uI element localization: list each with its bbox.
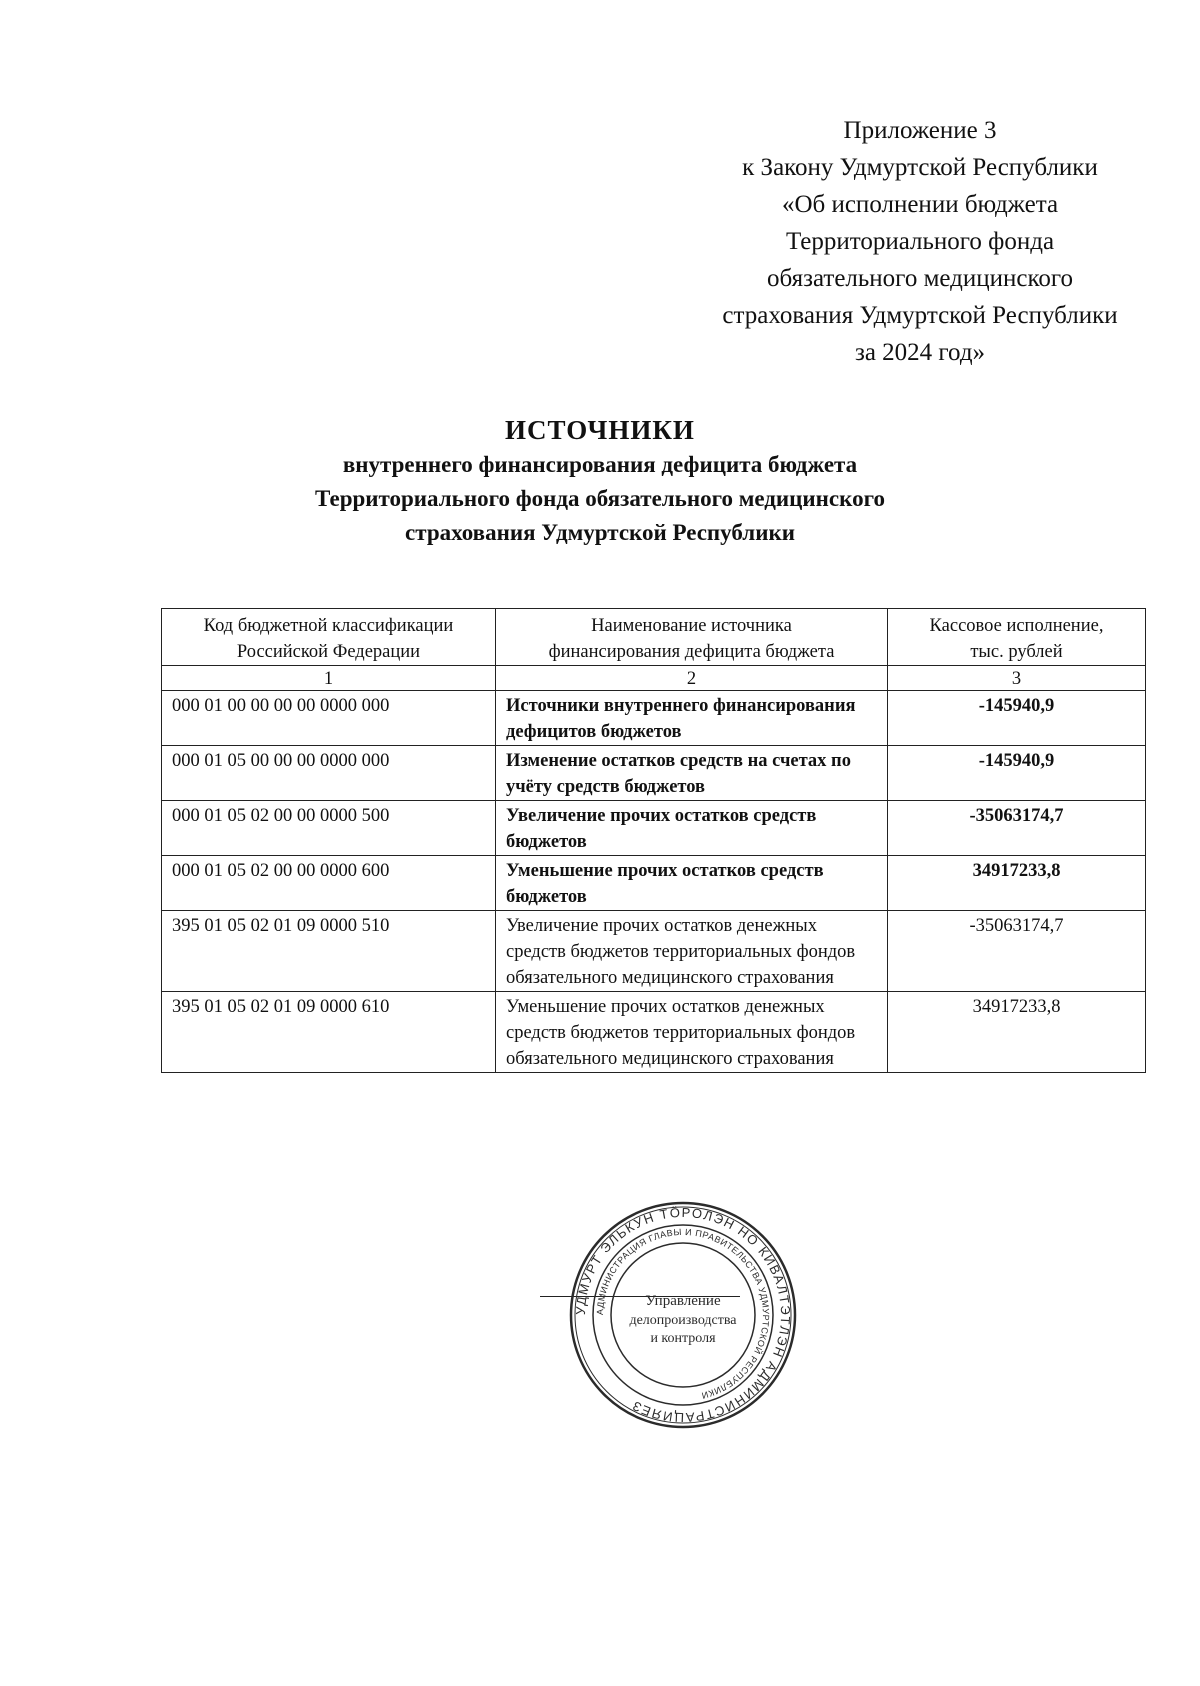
header-line: страхования Удмуртской Республики — [722, 302, 1118, 329]
document-title — [150, 412, 1050, 550]
table-row — [162, 746, 1146, 801]
row-code: 000 01 05 02 00 00 0000 600 — [162, 856, 496, 911]
row-sum: 34917233,8 — [888, 992, 1146, 1073]
header-name-line: финансирования дефицита бюджета — [548, 642, 835, 662]
row-name: Изменение остатков средств на счетах по учёту средств бюджетов — [496, 746, 888, 801]
header-name — [496, 609, 888, 666]
title-sub-line: внутреннего финансирования дефицита бюджета — [342, 452, 858, 477]
table-row — [162, 801, 1146, 856]
row-name: Уменьшение прочих остатков средств бюджетов — [496, 856, 888, 911]
row-name: Уменьшение прочих остатков денежных средств бюджетов территориальных фондов обязательного медицинского страхования — [496, 992, 888, 1073]
row-code: 395 01 05 02 01 09 0000 610 — [162, 992, 496, 1073]
table-row — [162, 691, 1146, 746]
row-code: 000 01 00 00 00 00 0000 000 — [162, 691, 496, 746]
header-line: обязательного медицинского — [766, 265, 1073, 292]
column-number: 1 — [162, 666, 496, 691]
appendix-header — [660, 112, 1180, 371]
title-sub-line: страхования Удмуртской Республики — [405, 520, 795, 545]
column-number: 2 — [496, 666, 888, 691]
seal-inner-textpath: АДМИНИСТРАЦИЯ ГЛАВЫ И ПРАВИТЕЛЬСТВА УДМУРТСКОЙ РЕСПУБЛИКИ — [594, 1226, 772, 1401]
header-sum — [888, 609, 1146, 666]
row-code: 395 01 05 02 01 09 0000 510 — [162, 911, 496, 992]
header-sum-line: Кассовое исполнение, — [929, 616, 1104, 636]
header-code-line: Российской Федерации — [236, 642, 421, 662]
budget-sources-table — [161, 608, 1146, 1073]
row-sum: 34917233,8 — [888, 856, 1146, 911]
header-name-line: Наименование источника — [591, 616, 792, 636]
header-line: «Об исполнении бюджета — [781, 191, 1059, 218]
table-row — [162, 992, 1146, 1073]
row-sum: -145940,9 — [888, 746, 1146, 801]
title-sub-line: Территориального фонда обязательного медицинского — [315, 486, 885, 511]
row-code: 000 01 05 02 00 00 0000 500 — [162, 801, 496, 856]
header-line: к Закону Удмуртской Республики — [742, 154, 1098, 181]
header-line: за 2024 год» — [854, 339, 986, 366]
column-number-row — [162, 666, 1146, 691]
row-name: Увеличение прочих остатков средств бюджетов — [496, 801, 888, 856]
header-line: Приложение 3 — [843, 117, 997, 144]
row-sum: -145940,9 — [888, 691, 1146, 746]
row-sum: -35063174,7 — [888, 911, 1146, 992]
table-header-row — [162, 609, 1146, 666]
table-row — [162, 911, 1146, 992]
table-row — [162, 856, 1146, 911]
row-code: 000 01 05 00 00 00 0000 000 — [162, 746, 496, 801]
seal-center-line: делопроизводства — [629, 1313, 737, 1328]
row-name: Источники внутреннего финансирования дефицитов бюджетов — [496, 691, 888, 746]
official-seal — [568, 1200, 798, 1430]
seal-outer-textpath: УДМУРТ ЭЛЬКУН ТӦРОЛЭН НО КИВАЛТЭТЛЭН АДМИНИСТРАЦИЯЕЗ — [572, 1204, 794, 1426]
header-sum-line: тыс. рублей — [970, 642, 1063, 662]
seal-center-line: Управление — [645, 1293, 721, 1309]
header-line: Территориального фонда — [785, 228, 1055, 255]
row-name: Увеличение прочих остатков денежных средств бюджетов территориальных фондов обязательного медицинского страхования — [496, 911, 888, 992]
header-code-line: Код бюджетной классификации — [203, 616, 454, 636]
title-main: ИСТОЧНИКИ — [505, 415, 695, 445]
row-sum: -35063174,7 — [888, 801, 1146, 856]
seal-center-line: и контроля — [650, 1331, 716, 1346]
column-number: 3 — [888, 666, 1146, 691]
header-code — [162, 609, 496, 666]
